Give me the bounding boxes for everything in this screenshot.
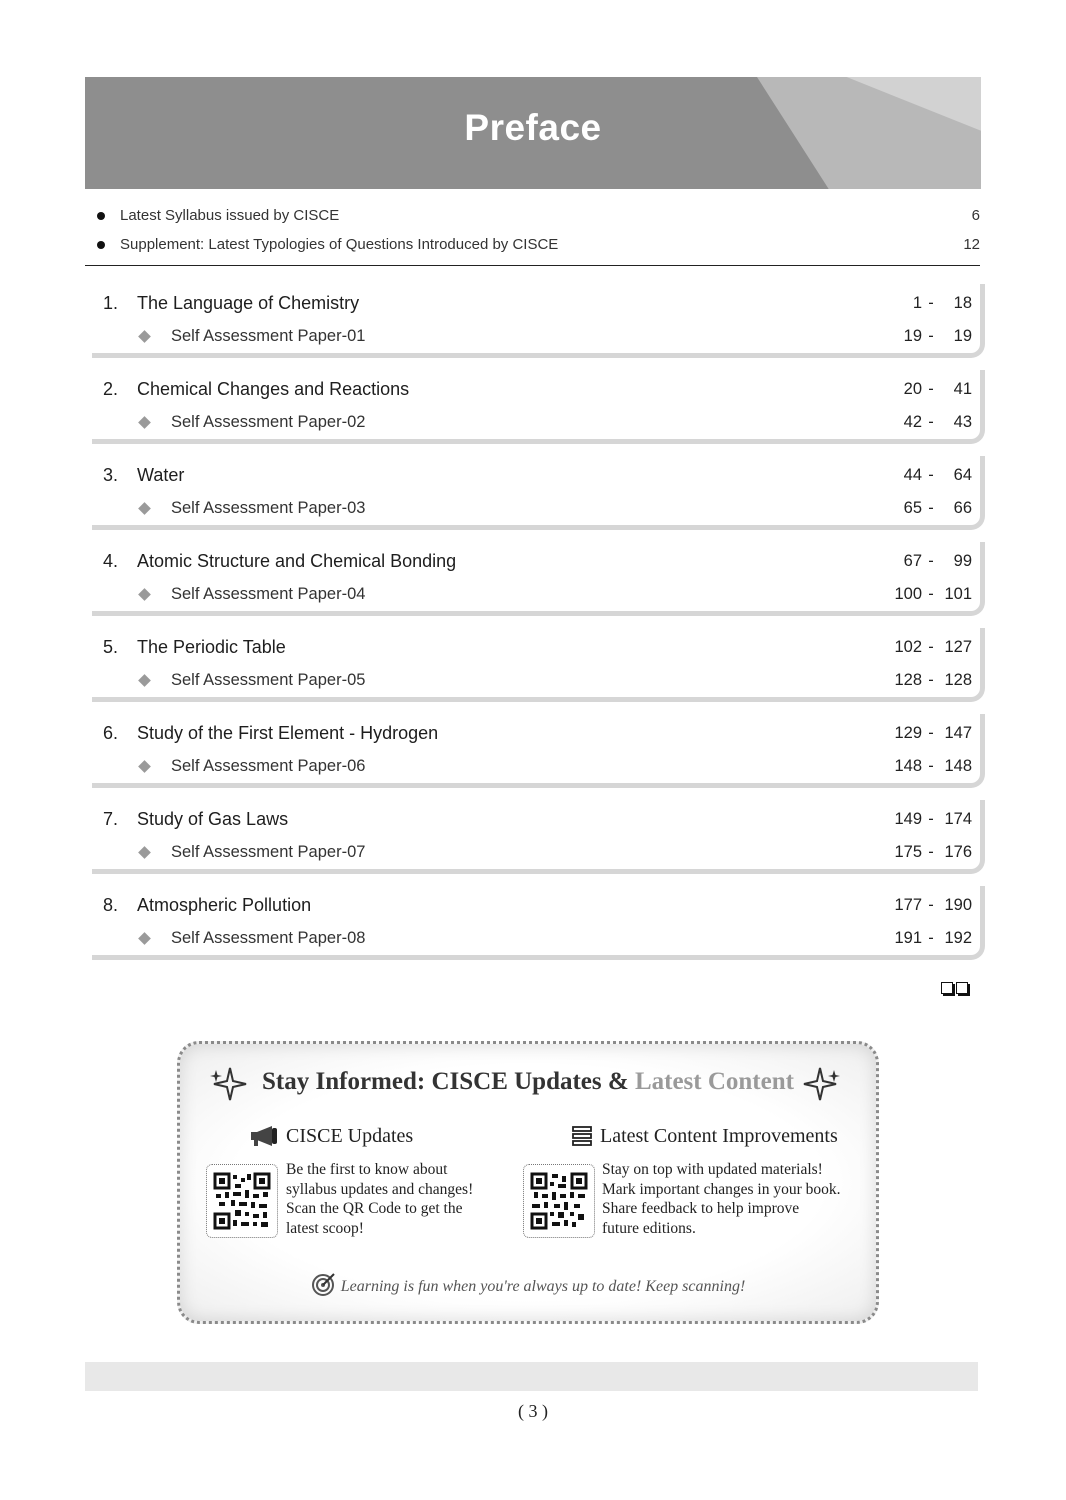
- page-number: ( 3 ): [518, 1401, 548, 1421]
- chapter-entry[interactable]: [92, 800, 985, 874]
- item-label: Supplement: Latest Typologies of Questions Introduced by CISCE: [120, 236, 559, 253]
- chapter-entry[interactable]: [92, 628, 985, 702]
- chapter-title: The Language of Chemistry: [137, 292, 360, 313]
- end-mark-icon: [941, 982, 968, 994]
- updates-info-box: [177, 1041, 879, 1324]
- chapter-number: 6.: [103, 722, 119, 743]
- chapter-pages: 177 - 190: [894, 895, 972, 914]
- assessment-paper-title: Self Assessment Paper-02: [171, 412, 366, 431]
- info-box-tagline: Learning is fun when you're always up to date! Keep scanning!: [180, 1272, 876, 1296]
- chapter-title: Atomic Structure and Chemical Bonding: [137, 550, 457, 571]
- chapter-entry[interactable]: [92, 284, 985, 358]
- cisce-updates-heading: CISCE Updates: [248, 1124, 413, 1148]
- megaphone-icon: [248, 1124, 280, 1148]
- chapter-pages: 129 - 147: [894, 723, 972, 742]
- chapter-pages: 20 - 41: [903, 379, 972, 398]
- qr-code-icon: [213, 1172, 271, 1230]
- chapter-number: 8.: [103, 894, 119, 915]
- item-label: Latest Syllabus issued by CISCE: [120, 207, 340, 224]
- diamond-bullet-icon: [138, 760, 151, 773]
- chapter-number: 2.: [103, 378, 119, 399]
- list-item[interactable]: [85, 201, 980, 230]
- paper-pages: 175 - 176: [894, 842, 972, 861]
- diamond-bullet-icon: [138, 416, 151, 429]
- paper-pages: 148 - 148: [894, 756, 972, 775]
- chapter-entry[interactable]: [92, 370, 985, 444]
- qr-code-content-improvements[interactable]: [523, 1164, 595, 1238]
- qr-code-cisce-updates[interactable]: [206, 1164, 278, 1238]
- paper-pages: 100 - 101: [894, 584, 972, 603]
- chapter-title: Chemical Changes and Reactions: [137, 378, 410, 399]
- paper-pages: 65 - 66: [903, 498, 972, 517]
- diamond-bullet-icon: [138, 588, 151, 601]
- assessment-paper-title: Self Assessment Paper-01: [171, 326, 366, 345]
- chapter-number: 3.: [103, 464, 119, 485]
- assessment-paper-title: Self Assessment Paper-08: [171, 928, 366, 947]
- chapter-pages: 102 - 127: [894, 637, 972, 656]
- divider: [85, 265, 980, 266]
- content-improvements-description: Stay on top with updated materials! Mark important changes in your book. Share feedback to help improve future editions.: [602, 1161, 841, 1237]
- assessment-paper-title: Self Assessment Paper-04: [171, 584, 366, 603]
- diamond-bullet-icon: [138, 674, 151, 687]
- preface-banner: [85, 77, 981, 189]
- chapter-pages: 67 - 99: [903, 551, 972, 570]
- table-of-contents: [92, 284, 985, 972]
- target-icon: [311, 1272, 337, 1296]
- chapter-title: Water: [137, 464, 185, 485]
- diamond-bullet-icon: [138, 502, 151, 515]
- assessment-paper-title: Self Assessment Paper-05: [171, 670, 366, 689]
- chapter-number: 4.: [103, 550, 119, 571]
- chapter-entry[interactable]: [92, 456, 985, 530]
- diamond-bullet-icon: [138, 846, 151, 859]
- diamond-bullet-icon: [138, 932, 151, 945]
- preliminaries-list: [85, 201, 980, 259]
- bullet-icon: [97, 212, 105, 220]
- assessment-paper-title: Self Assessment Paper-03: [171, 498, 366, 517]
- item-page: 6: [971, 207, 980, 224]
- page-title: Preface: [464, 107, 602, 148]
- item-page: 12: [963, 236, 980, 253]
- chapter-number: 7.: [103, 808, 119, 829]
- chapter-entry[interactable]: [92, 886, 985, 960]
- assessment-paper-title: Self Assessment Paper-06: [171, 756, 366, 775]
- chapter-number: 5.: [103, 636, 119, 657]
- assessment-paper-title: Self Assessment Paper-07: [171, 842, 366, 861]
- list-item[interactable]: [85, 230, 980, 259]
- chapter-title: The Periodic Table: [137, 636, 286, 657]
- chapter-number: 1.: [103, 292, 119, 313]
- chapter-entry[interactable]: [92, 542, 985, 616]
- footer-bar: [85, 1362, 978, 1391]
- content-improvements-heading: Latest Content Improvements: [570, 1124, 838, 1148]
- bullet-icon: [97, 241, 105, 249]
- paper-pages: 128 - 128: [894, 670, 972, 689]
- diamond-bullet-icon: [138, 330, 151, 343]
- list-icon: [570, 1124, 594, 1148]
- chapter-title: Atmospheric Pollution: [137, 894, 312, 915]
- paper-pages: 191 - 192: [894, 928, 972, 947]
- paper-pages: 19 - 19: [903, 326, 972, 345]
- chapter-title: Study of Gas Laws: [137, 808, 289, 829]
- chapter-pages: 44 - 64: [903, 465, 972, 484]
- paper-pages: 42 - 43: [903, 412, 972, 431]
- chapter-pages: 1 - 18: [912, 293, 972, 312]
- sparkle-icon: [802, 1066, 842, 1102]
- qr-code-icon: [530, 1172, 588, 1230]
- chapter-title: Study of the First Element - Hydrogen: [137, 722, 439, 743]
- chapter-pages: 149 - 174: [894, 809, 972, 828]
- cisce-updates-description: Be the first to know about syllabus updates and changes! Scan the QR Code to get the latest scoop!: [286, 1161, 474, 1237]
- info-box-title: Stay Informed: CISCE Updates & Latest Content: [262, 1068, 794, 1095]
- chapter-entry[interactable]: [92, 714, 985, 788]
